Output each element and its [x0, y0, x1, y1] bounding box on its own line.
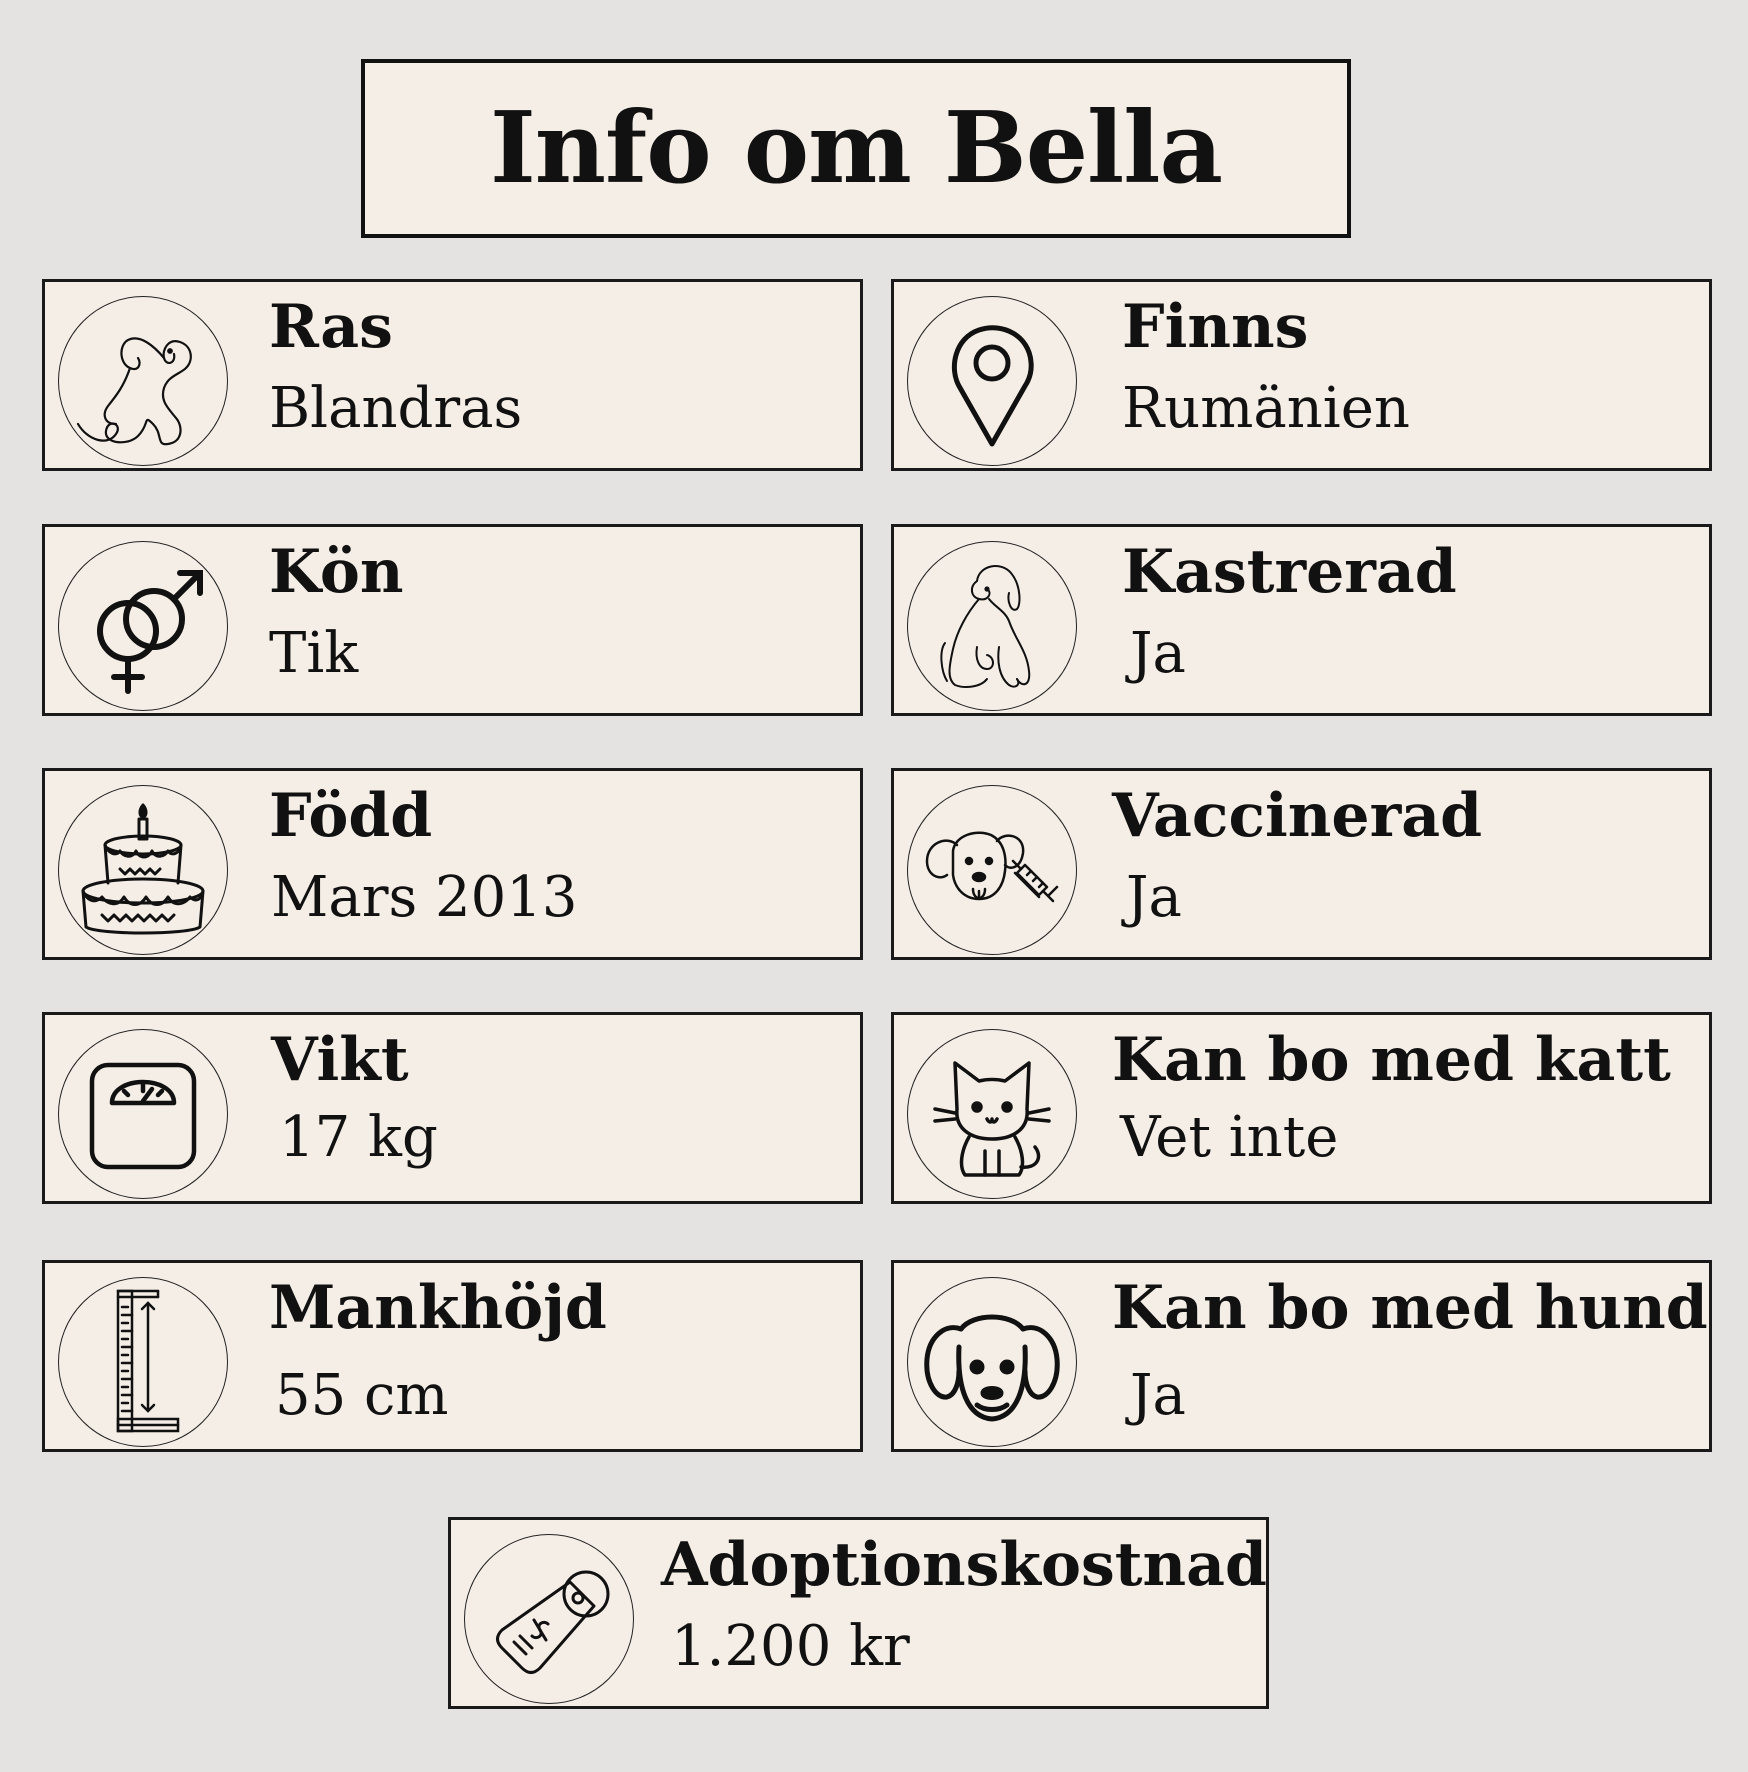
- sitting-dog-icon: [907, 541, 1077, 711]
- card-title: Vaccinerad: [1112, 781, 1483, 851]
- birthday-cake-icon: [58, 785, 228, 955]
- height-ruler-icon: [58, 1277, 228, 1447]
- card-value: Ja: [1126, 865, 1182, 930]
- cat-icon: [907, 1029, 1077, 1199]
- info-card-kon: [42, 524, 863, 716]
- dog-face-icon: [907, 1277, 1077, 1447]
- card-value: Vet inte: [1120, 1105, 1339, 1170]
- card-title: Finns: [1122, 292, 1309, 362]
- page-title: Info om Bella: [489, 91, 1223, 206]
- dog-line-art-icon: [58, 296, 228, 466]
- card-value: Mars 2013: [271, 865, 578, 930]
- card-value: 17 kg: [279, 1105, 438, 1170]
- card-value: Rumänien: [1122, 376, 1410, 441]
- card-title: Mankhöjd: [269, 1273, 607, 1343]
- info-card-vikt: [42, 1012, 863, 1204]
- info-card-ras: [42, 279, 863, 471]
- card-title: Adoptionskostnad: [661, 1530, 1267, 1600]
- card-title: Kan bo med hund: [1112, 1273, 1708, 1343]
- info-card-hund: [891, 1260, 1712, 1452]
- card-value: Blandras: [269, 376, 523, 441]
- card-title: Kan bo med katt: [1112, 1025, 1671, 1095]
- card-value: 55 cm: [275, 1363, 449, 1428]
- scale-icon: [58, 1029, 228, 1199]
- info-card-adoptionskostnad: [448, 1517, 1269, 1709]
- location-pin-icon: [907, 296, 1077, 466]
- card-title: Född: [269, 781, 433, 851]
- card-title: Kastrerad: [1122, 537, 1457, 607]
- card-title: Kön: [269, 537, 404, 607]
- price-tag-icon: [464, 1534, 634, 1704]
- card-title: Ras: [269, 292, 393, 362]
- info-card-finns: [891, 279, 1712, 471]
- gender-symbols-icon: [58, 541, 228, 711]
- dog-syringe-icon: [907, 785, 1077, 955]
- info-card-mankhojd: [42, 1260, 863, 1452]
- page-title-box: [361, 59, 1351, 238]
- info-card-katt: [891, 1012, 1712, 1204]
- card-value: 1.200 kr: [671, 1614, 910, 1679]
- card-title: Vikt: [271, 1025, 409, 1095]
- info-card-kastrerad: [891, 524, 1712, 716]
- info-card-vaccinerad: [891, 768, 1712, 960]
- card-value: Tik: [269, 621, 359, 686]
- info-card-fodd: [42, 768, 863, 960]
- card-value: Ja: [1130, 1363, 1186, 1428]
- card-value: Ja: [1130, 621, 1186, 686]
